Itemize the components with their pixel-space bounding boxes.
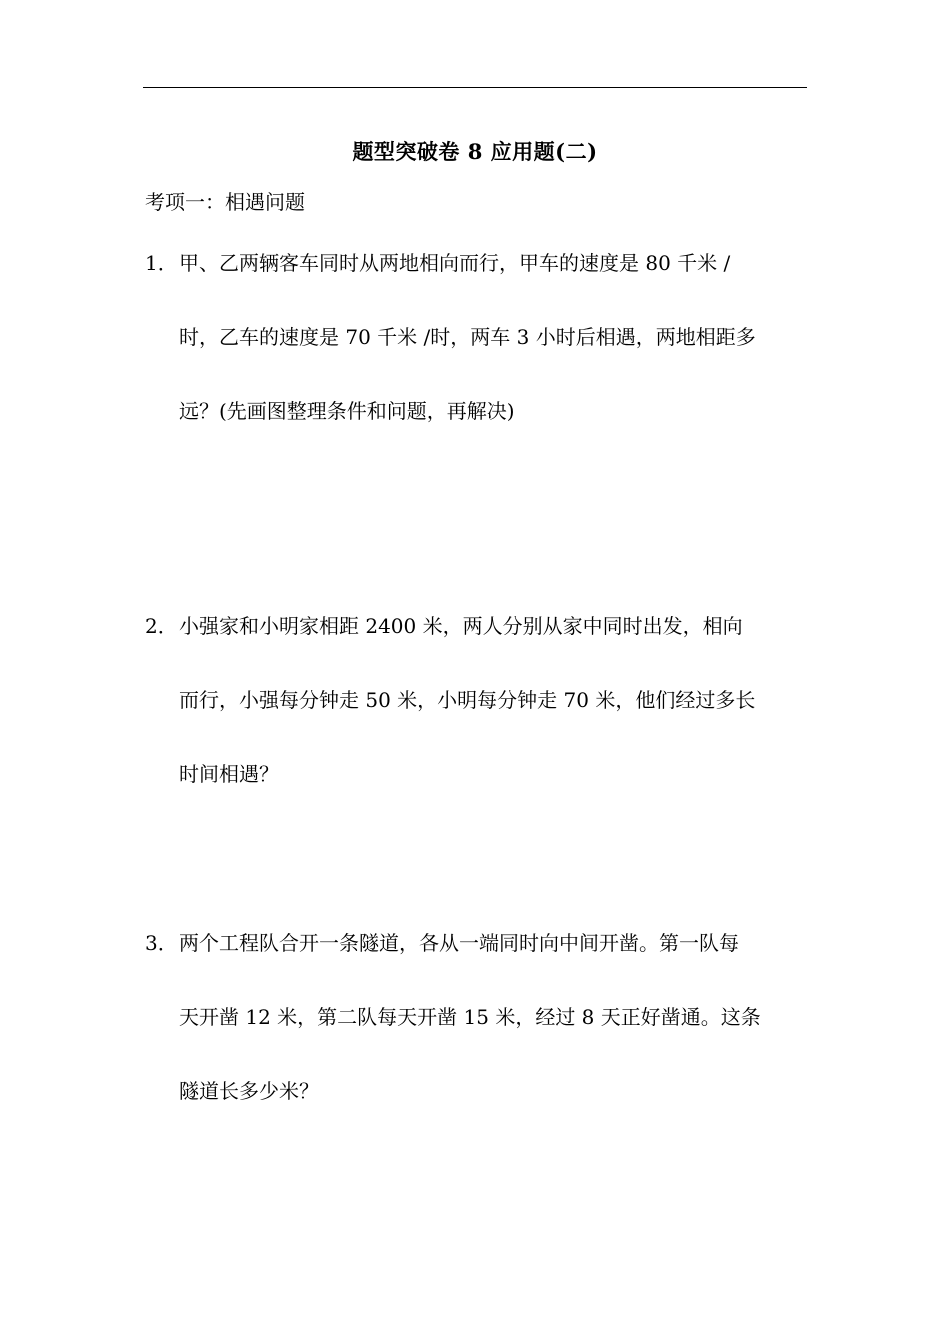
- question-2: [145, 607, 810, 811]
- question-text: [179, 589, 810, 811]
- page-title: 题型突破卷 8 应用题(二): [352, 139, 598, 164]
- question-3: [145, 924, 810, 1128]
- question-text: [179, 906, 810, 1128]
- question-line: 而行，小强每分钟走 50 米，小明每分钟走 70 米，他们经过多长: [179, 688, 756, 712]
- question-1: [145, 244, 810, 448]
- question-number: 3．: [145, 931, 178, 955]
- question-line: 隧道长多少米？: [179, 1079, 319, 1103]
- header-rule: [143, 87, 807, 88]
- section-heading: 考项一：相遇问题: [145, 190, 305, 214]
- question-number: 1．: [145, 251, 178, 275]
- question-line: 小强家和小明家相距 2400 米，两人分别从家中同时出发，相向: [179, 614, 743, 638]
- question-line: 两个工程队合开一条隧道，各从一端同时向中间开凿。第一队每: [179, 931, 739, 955]
- question-line: 甲、乙两辆客车同时从两地相向而行，甲车的速度是 80 千米 /: [179, 251, 731, 275]
- question-text: [179, 226, 810, 448]
- question-line: 天开凿 12 米，第二队每天开凿 15 米，经过 8 天正好凿通。这条: [179, 1005, 761, 1029]
- question-line: 时，乙车的速度是 70 千米 /时，两车 3 小时后相遇，两地相距多: [179, 325, 756, 349]
- question-number: 2．: [145, 614, 178, 638]
- question-line: 远？(先画图整理条件和问题，再解决): [179, 399, 515, 423]
- question-line: 时间相遇？: [179, 762, 279, 786]
